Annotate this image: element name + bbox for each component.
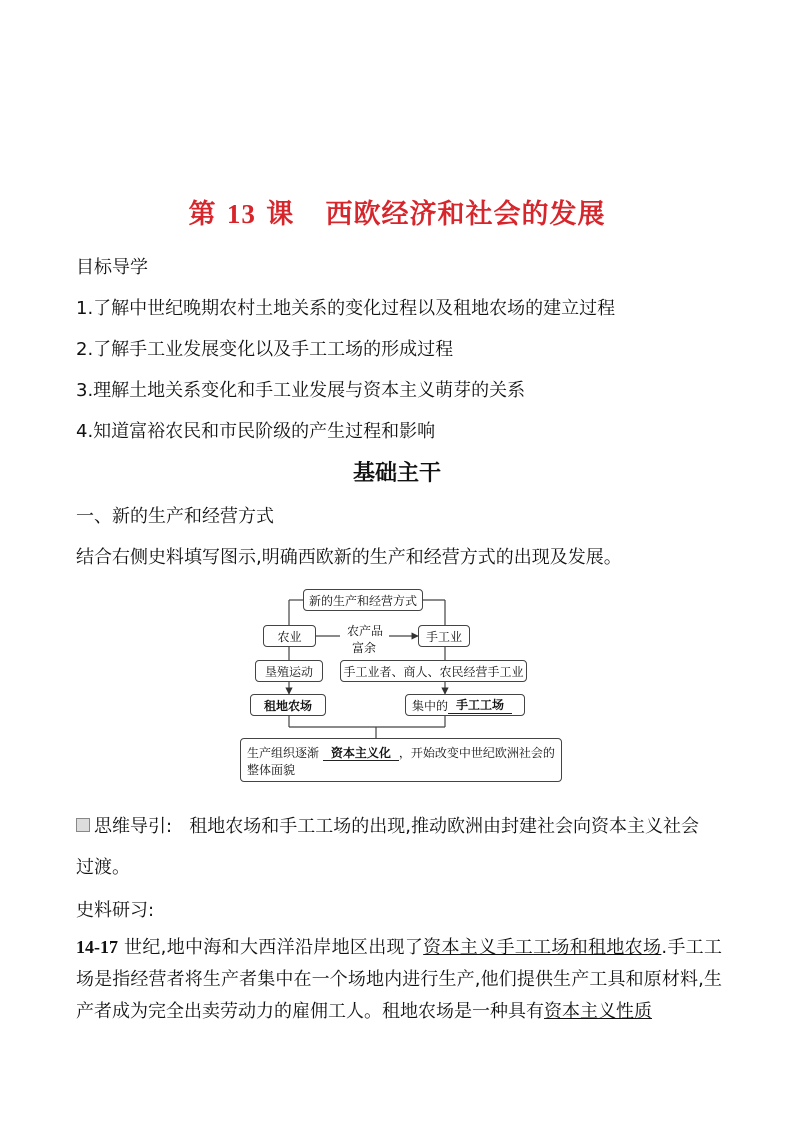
diagram-bottom-suffix: ，开始改变中世纪欧洲社会的 <box>398 746 555 760</box>
diagram-bottom-prefix: 生产组织逐渐 <box>247 746 320 760</box>
objectives-heading: 目标导学 <box>76 257 148 278</box>
material-seg2: 资本主义手工工场和租地农场 <box>423 937 662 958</box>
diagram-link-top: 农产品 <box>347 624 384 638</box>
material-heading: 史料研习: <box>76 900 155 921</box>
diagram-handicraft-box: 手工业 <box>418 625 470 647</box>
title-prefix: 第 <box>188 199 217 230</box>
diagram-reclamation-box: 垦殖运动 <box>255 660 323 682</box>
objective-item: 4.知道富裕农民和市民阶级的产生过程和影响 <box>76 421 436 442</box>
diagram-operators-box: 手工业者、商人、农民经营手工业 <box>340 660 527 682</box>
objective-item: 2.了解手工业发展变化以及手工工场的形成过程 <box>76 339 454 360</box>
title-suffix: 课 <box>266 199 295 230</box>
diagram-agriculture-box: 农业 <box>263 625 316 647</box>
material-paragraph <box>76 931 722 1028</box>
material-century: 14-17 <box>76 937 118 957</box>
thinking-line2: 过渡。 <box>76 857 130 878</box>
section-instruction: 结合右侧史料填写图示,明确西欧新的生产和经营方式的出现及发展。 <box>76 547 622 568</box>
diagram-workshop-prefix: 集中的 <box>412 698 449 713</box>
diagram-bottom-line2: 整体面貌 <box>247 763 296 777</box>
thinking-icon <box>76 818 90 832</box>
page-title <box>0 192 794 231</box>
diagram-workshop-box <box>405 694 525 716</box>
thinking-line1 <box>76 812 699 838</box>
title-name: 西欧经济和社会的发展 <box>325 199 606 230</box>
diagram-bottom-answer: 资本主义化 <box>323 746 399 761</box>
thinking-label: 思维导引: <box>94 816 173 837</box>
material-seg1: 世纪,地中海和大西洋沿岸地区出现了 <box>124 937 424 958</box>
objective-item: 1.了解中世纪晚期农村土地关系的变化过程以及租地农场的建立过程 <box>76 298 616 319</box>
diagram-link-bottom: 富余 <box>352 641 377 655</box>
diagram-tenant-farm-box: 租地农场 <box>250 694 326 716</box>
thinking-text: 租地农场和手工工场的出现,推动欧洲由封建社会向资本主义社会 <box>189 816 699 837</box>
objective-item: 3.理解土地关系变化和手工业发展与资本主义萌芽的关系 <box>76 380 526 401</box>
section-subheading: 一、新的生产和经营方式 <box>76 506 274 527</box>
material-seg4: 资本主义性质 <box>544 1001 652 1022</box>
diagram-top-box: 新的生产和经营方式 <box>303 589 423 611</box>
title-number: 13 <box>226 199 256 229</box>
diagram-workshop-answer: 手工工场 <box>448 696 512 714</box>
section-title: 基础主干 <box>352 461 441 486</box>
diagram-bottom-box <box>240 738 562 782</box>
material-seg3: .手工工场是指经营者将生产者集中在一个场地内进行生产,他们提供生产工具和原材料,生产者成为完全出卖劳动力的雇佣工人。租地农场是一种具有 <box>76 937 722 1022</box>
